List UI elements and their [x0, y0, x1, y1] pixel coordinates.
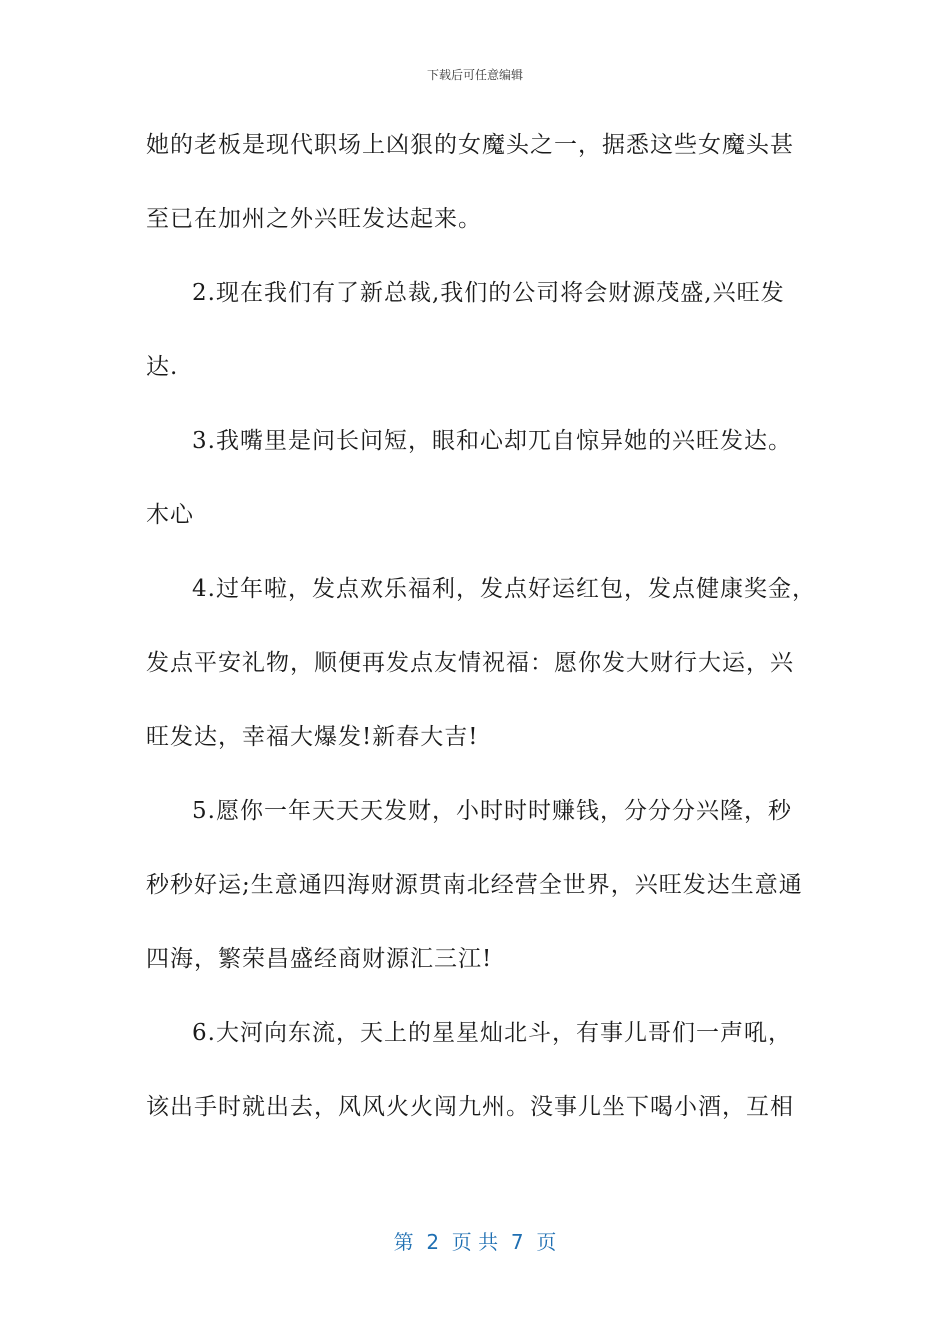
- list-item-4-line: 4.过年啦，发点欢乐福利，发点好运红包，发点健康奖金，: [192, 576, 816, 602]
- list-item-5-line: 秒秒好运;生意通四海财源贯南北经营全世界，兴旺发达生意通: [146, 872, 803, 898]
- paragraph-line: 她的老板是现代职场上凶狠的女魔头之一，据悉这些女魔头甚: [146, 132, 794, 158]
- list-item-6-line: 该出手时就出去，风风火火闯九州。没事儿坐下喝小酒，互相: [146, 1094, 794, 1120]
- list-item-2-line: 达.: [146, 354, 179, 380]
- paragraph-line: 至已在加州之外兴旺发达起来。: [146, 206, 482, 232]
- list-item-6-line: 6.大河向东流，天上的星星灿北斗，有事儿哥们一声吼，: [192, 1020, 792, 1046]
- list-item-3-line: 木心: [146, 502, 194, 528]
- list-item-3-line: 3.我嘴里是问长问短，眼和心却兀自惊异她的兴旺发达。: [192, 428, 792, 454]
- list-item-5-line: 四海，繁荣昌盛经商财源汇三江!: [146, 946, 493, 972]
- list-item-5-line: 5.愿你一年天天天发财，小时时时赚钱，分分分兴隆，秒: [192, 798, 792, 824]
- list-item-4-line: 旺发达，幸福大爆发!新春大吉!: [146, 724, 479, 750]
- list-item-2-line: 2.现在我们有了新总裁,我们的公司将会财源茂盛,兴旺发: [192, 280, 785, 306]
- header-note: 下载后可任意编辑: [426, 68, 523, 82]
- document-body: [146, 121, 816, 1157]
- page-number: 第 2 页 共 7 页: [393, 1230, 557, 1254]
- list-item-4-line: 发点平安礼物，顺便再发点友情祝福：愿你发大财行大运，兴: [146, 650, 794, 676]
